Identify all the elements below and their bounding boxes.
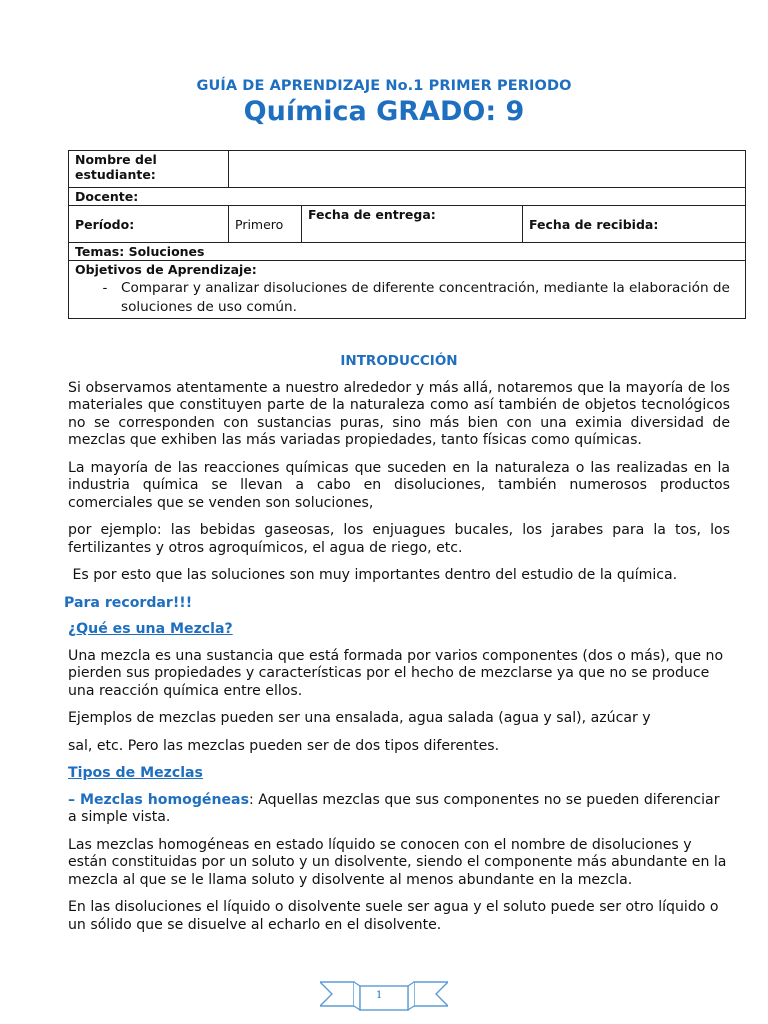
student-row — [69, 151, 746, 188]
homogeneas-paragraph-2: Las mezclas homogéneas en estado líquido se conocen con el nombre de disoluciones y están constituidas por un soluto y un disolvente, siendo el componente más abundante en la mezcla al que se le llama soluto y disolvente al menos abundante en la mezcla. — [68, 836, 727, 888]
teacher-row — [69, 188, 746, 206]
intro-heading: INTRODUCCIÓN — [340, 353, 458, 369]
objectives-row — [69, 261, 746, 319]
guide-title: GUÍA DE APRENDIZAJE No.1 PRIMER PERIODO — [196, 78, 572, 94]
ribbon-icon — [320, 976, 448, 1016]
remember-heading: Para recordar!!! — [64, 594, 193, 611]
teacher-label: Docente: — [69, 188, 746, 206]
page-number: 1 — [376, 990, 383, 1001]
topics-label: Temas: Soluciones — [69, 243, 746, 261]
mezcla-heading-link[interactable]: ¿Qué es una Mezcla? — [68, 621, 233, 637]
objective-item — [75, 279, 739, 317]
student-info-table — [68, 150, 746, 319]
delivery-date-label: Fecha de entrega: — [302, 206, 523, 243]
homogeneas-paragraph — [68, 792, 730, 827]
homogeneas-term: – Mezclas homogéneas — [68, 791, 249, 808]
intro-paragraph-3: por ejemplo: las bebidas gaseosas, los enjuagues bucales, los jarabes para la tos, los fertilizantes y otros agroquímicos, el agua de riego, etc. — [68, 522, 730, 556]
mezcla-paragraph-3: sal, etc. Pero las mezclas pueden ser de dos tipos diferentes. — [68, 737, 500, 754]
homogeneas-paragraph-3: En las disoluciones el líquido o disolvente suele ser agua y el soluto puede ser otro líquido o un sólido que se disuelve al echarlo en el disolvente. — [68, 899, 719, 933]
intro-paragraph-4: Es por esto que las soluciones son muy importantes dentro del estudio de la química. — [68, 567, 678, 583]
mezcla-paragraph-2: Ejemplos de mezclas pueden ser una ensalada, agua salada (agua y sal), azúcar y — [68, 710, 651, 726]
main-content — [64, 353, 730, 944]
tipos-heading-link[interactable]: Tipos de Mezclas — [68, 765, 203, 781]
objectives-label: Objetivos de Aprendizaje: — [75, 262, 257, 277]
homogeneas-definition: : Aquellas mezclas que sus componentes no se pueden diferenciar a simple vista. — [68, 791, 720, 825]
subject-title: Química GRADO: 9 — [243, 96, 525, 127]
period-row — [69, 206, 746, 243]
student-label: Nombre del estudiante: — [69, 151, 229, 188]
intro-paragraph-1: Si observamos atentamente a nuestro alrededor y más allá, notaremos que la mayoría de los materiales que constituyen parte de la naturaleza como así también de objetos tecnológicos no se corresponden con sustancias puras, sino más bien con una eximia diversidad de mezclas que exhiben las más variadas propiedades, tanto físicas como químicas. — [68, 379, 730, 448]
objective-bullet: - — [102, 280, 108, 296]
intro-paragraph-2: La mayoría de las reacciones químicas que suceden en la naturaleza o las realizadas en la industria química se llevan a cabo en disoluciones, también numerosos productos comerciales que se venden son soluciones, — [68, 459, 730, 511]
student-field[interactable] — [229, 151, 746, 188]
period-label: Período: — [69, 206, 229, 243]
page-number-ribbon — [320, 976, 448, 1016]
mezcla-paragraph-1: Una mezcla es una sustancia que está formada por varios componentes (dos o más), que no pierden sus propiedades y características por el hecho de mezclarse ya que no se produce una reacción química entre ellos. — [68, 647, 724, 699]
objectives-cell — [69, 261, 746, 319]
objective-text: Comparar y analizar disoluciones de diferente concentración, mediante la elaboración de soluciones de uso común. — [121, 280, 730, 315]
received-date-label: Fecha de recibida: — [523, 206, 746, 243]
period-value: Primero — [229, 206, 302, 243]
topics-row — [69, 243, 746, 261]
